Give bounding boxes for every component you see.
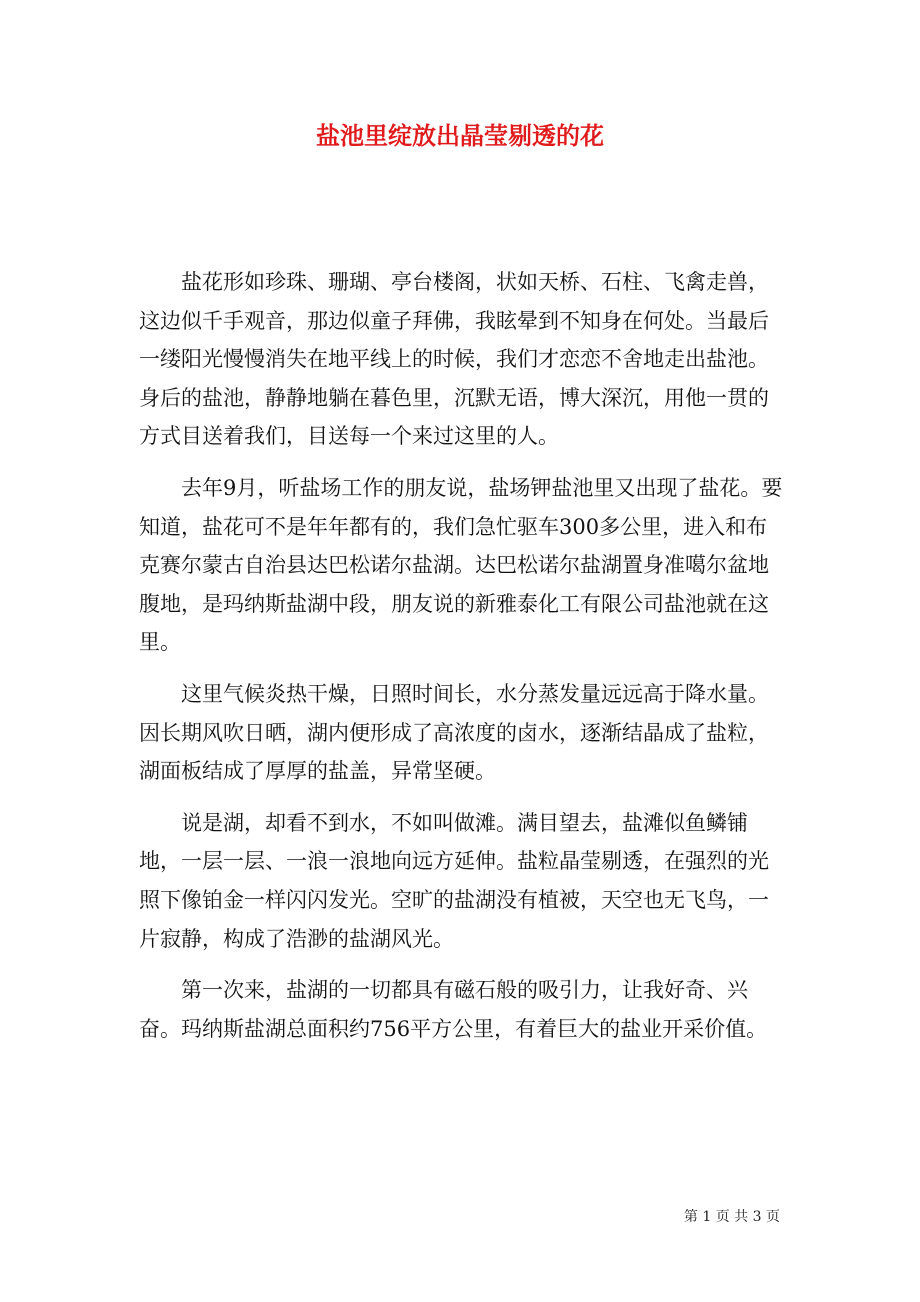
document-title: 盐池里绽放出晶莹剔透的花 <box>316 121 604 150</box>
paragraph-3: 这里气候炎热干燥，日照时间长，水分蒸发量远远高于降水量。因长期风吹日晒，湖内便形成了高浓度的卤水，逐渐结晶成了盐粒，湖面板结成了厚厚的盐盖，异常坚硬。 <box>139 681 769 784</box>
page-number: 第 1 页 共 3 页 <box>683 1209 780 1225</box>
paragraph-4: 说是湖，却看不到水，不如叫做滩。满目望去，盐滩似鱼鳞铺地，一层一层、一浪一浪地向远方延伸。盐粒晶莹剔透，在强烈的光照下像铂金一样闪闪发光。空旷的盐湖没有植被，天空也无飞鸟，一片寂静，构成了浩渺的盐湖风光。 <box>139 810 769 951</box>
paragraph-2: 去年9月，听盐场工作的朋友说，盐场钾盐池里又出现了盐花。要知道，盐花可不是年年都有的，我们急忙驱车300多公里，进入和布克赛尔蒙古自治县达巴松诺尔盐湖。达巴松诺尔盐湖置身准噶尔盆地腹地，是玛纳斯盐湖中段，朋友说的新雅泰化工有限公司盐池就在这里。 <box>139 475 783 655</box>
document-body <box>139 263 783 1061</box>
paragraph-5: 第一次来，盐湖的一切都具有磁石般的吸引力，让我好奇、兴奋。玛纳斯盐湖总面积约756平方公里，有着巨大的盐业开采价值。 <box>139 978 768 1041</box>
paragraph-1: 盐花形如珍珠、珊瑚、亭台楼阁，状如天桥、石柱、飞禽走兽，这边似千手观音，那边似童子拜佛，我眩晕到不知身在何处。当最后一缕阳光慢慢消失在地平线上的时候，我们才恋恋不舍地走出盐池。 身后的盐池，静静地躺在暮色里，沉默无语，博大深沉，用他一贯的方式目送着我们，目送每一个来过这里的人。 <box>139 270 769 449</box>
